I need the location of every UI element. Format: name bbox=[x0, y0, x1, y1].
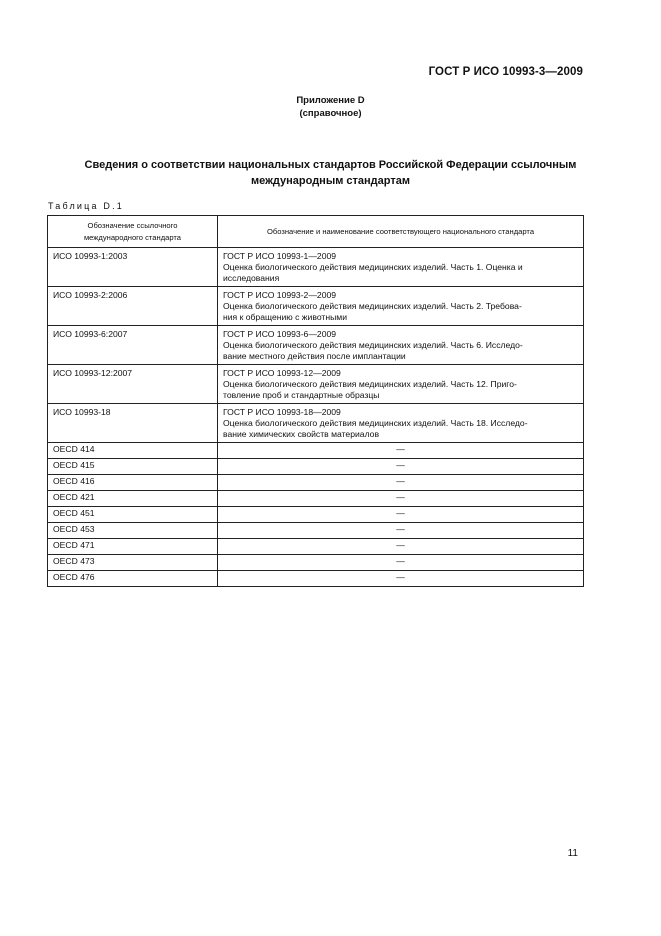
international-standard-cell: ИСО 10993-12:2007 bbox=[48, 365, 218, 404]
international-standard-cell: OECD 416 bbox=[48, 475, 218, 491]
table-row bbox=[48, 443, 584, 459]
heading-line-1: Сведения о соответствии национальных стандартов Российской Федерации ссылочным bbox=[84, 159, 577, 171]
correspondence-table bbox=[47, 215, 584, 587]
national-standard-title-line: Оценка биологического действия медицинских изделий. Часть 6. Исследо- bbox=[223, 339, 523, 350]
international-standard-cell: OECD 471 bbox=[48, 539, 218, 555]
national-standard-title-line: вание химических свойств материалов bbox=[223, 428, 380, 439]
heading-line-2: международным стандартам bbox=[251, 175, 410, 187]
table-row bbox=[48, 475, 584, 491]
annex-subtitle: (справочное) bbox=[299, 108, 362, 119]
page-number: 11 bbox=[567, 848, 578, 859]
no-national-standard-dash: — bbox=[218, 523, 584, 539]
international-standard-cell: ИСО 10993-1:2003 bbox=[48, 248, 218, 287]
international-standard-cell: OECD 421 bbox=[48, 491, 218, 507]
international-standard-cell: OECD 414 bbox=[48, 443, 218, 459]
table-row bbox=[48, 248, 584, 287]
table-row bbox=[48, 491, 584, 507]
annex-header bbox=[0, 94, 661, 120]
national-standard-cell bbox=[218, 404, 584, 443]
table-row bbox=[48, 287, 584, 326]
table-row bbox=[48, 555, 584, 571]
no-national-standard-dash: — bbox=[218, 443, 584, 459]
national-standard-code: ГОСТ Р ИСО 10993-12—2009 bbox=[223, 368, 341, 378]
column-header-line: Обозначение ссылочного bbox=[87, 221, 178, 230]
national-standard-title-line: товление проб и стандартные образцы bbox=[223, 389, 380, 400]
international-standard-cell: ИСО 10993-6:2007 bbox=[48, 326, 218, 365]
national-standard-title-line: Оценка биологического действия медицинских изделий. Часть 12. Приго- bbox=[223, 378, 517, 389]
national-standard-code: ГОСТ Р ИСО 10993-2—2009 bbox=[223, 290, 337, 300]
table-caption: Таблица D.1 bbox=[48, 201, 124, 211]
annex-title: Приложение D bbox=[296, 95, 365, 106]
table-row bbox=[48, 539, 584, 555]
national-standard-title-line: вание местного действия после имплантации bbox=[223, 350, 406, 361]
no-national-standard-dash: — bbox=[218, 475, 584, 491]
no-national-standard-dash: — bbox=[218, 539, 584, 555]
national-standard-code: ГОСТ Р ИСО 10993-6—2009 bbox=[223, 329, 337, 339]
national-standard-cell bbox=[218, 365, 584, 404]
no-national-standard-dash: — bbox=[218, 555, 584, 571]
column-header-national bbox=[218, 216, 584, 248]
table-header-row bbox=[48, 216, 584, 248]
international-standard-cell: OECD 453 bbox=[48, 523, 218, 539]
column-header-international bbox=[48, 216, 218, 248]
table-row bbox=[48, 459, 584, 475]
table-row bbox=[48, 523, 584, 539]
national-standard-title-line: исследования bbox=[223, 272, 280, 283]
table-row bbox=[48, 404, 584, 443]
national-standard-code: ГОСТ Р ИСО 10993-1—2009 bbox=[223, 251, 337, 261]
international-standard-cell: ИСО 10993-2:2006 bbox=[48, 287, 218, 326]
table-row bbox=[48, 326, 584, 365]
national-standard-title-line: Оценка биологического действия медицинских изделий. Часть 1. Оценка и bbox=[223, 261, 523, 272]
national-standard-title-line: Оценка биологического действия медицинских изделий. Часть 2. Требова- bbox=[223, 300, 522, 311]
national-standard-title-line: Оценка биологического действия медицинских изделий. Часть 18. Исследо- bbox=[223, 417, 528, 428]
column-header-line: международного стандарта bbox=[83, 232, 182, 242]
international-standard-cell: OECD 415 bbox=[48, 459, 218, 475]
no-national-standard-dash: — bbox=[218, 459, 584, 475]
no-national-standard-dash: — bbox=[218, 571, 584, 587]
international-standard-cell: OECD 451 bbox=[48, 507, 218, 523]
international-standard-cell: OECD 473 bbox=[48, 555, 218, 571]
table-row bbox=[48, 507, 584, 523]
national-standard-cell bbox=[218, 287, 584, 326]
national-standard-title-line: ния к обращению с животными bbox=[223, 311, 347, 322]
international-standard-cell: OECD 476 bbox=[48, 571, 218, 587]
national-standard-code: ГОСТ Р ИСО 10993-18—2009 bbox=[223, 407, 341, 417]
table-row bbox=[48, 571, 584, 587]
national-standard-cell bbox=[218, 248, 584, 287]
table-row bbox=[48, 365, 584, 404]
national-standard-cell bbox=[218, 326, 584, 365]
document-code: ГОСТ Р ИСО 10993-3—2009 bbox=[428, 66, 583, 78]
no-national-standard-dash: — bbox=[218, 491, 584, 507]
column-header-line: Обозначение и наименование соответствующего национального стандарта bbox=[266, 226, 535, 236]
section-heading bbox=[60, 157, 601, 189]
international-standard-cell: ИСО 10993-18 bbox=[48, 404, 218, 443]
no-national-standard-dash: — bbox=[218, 507, 584, 523]
